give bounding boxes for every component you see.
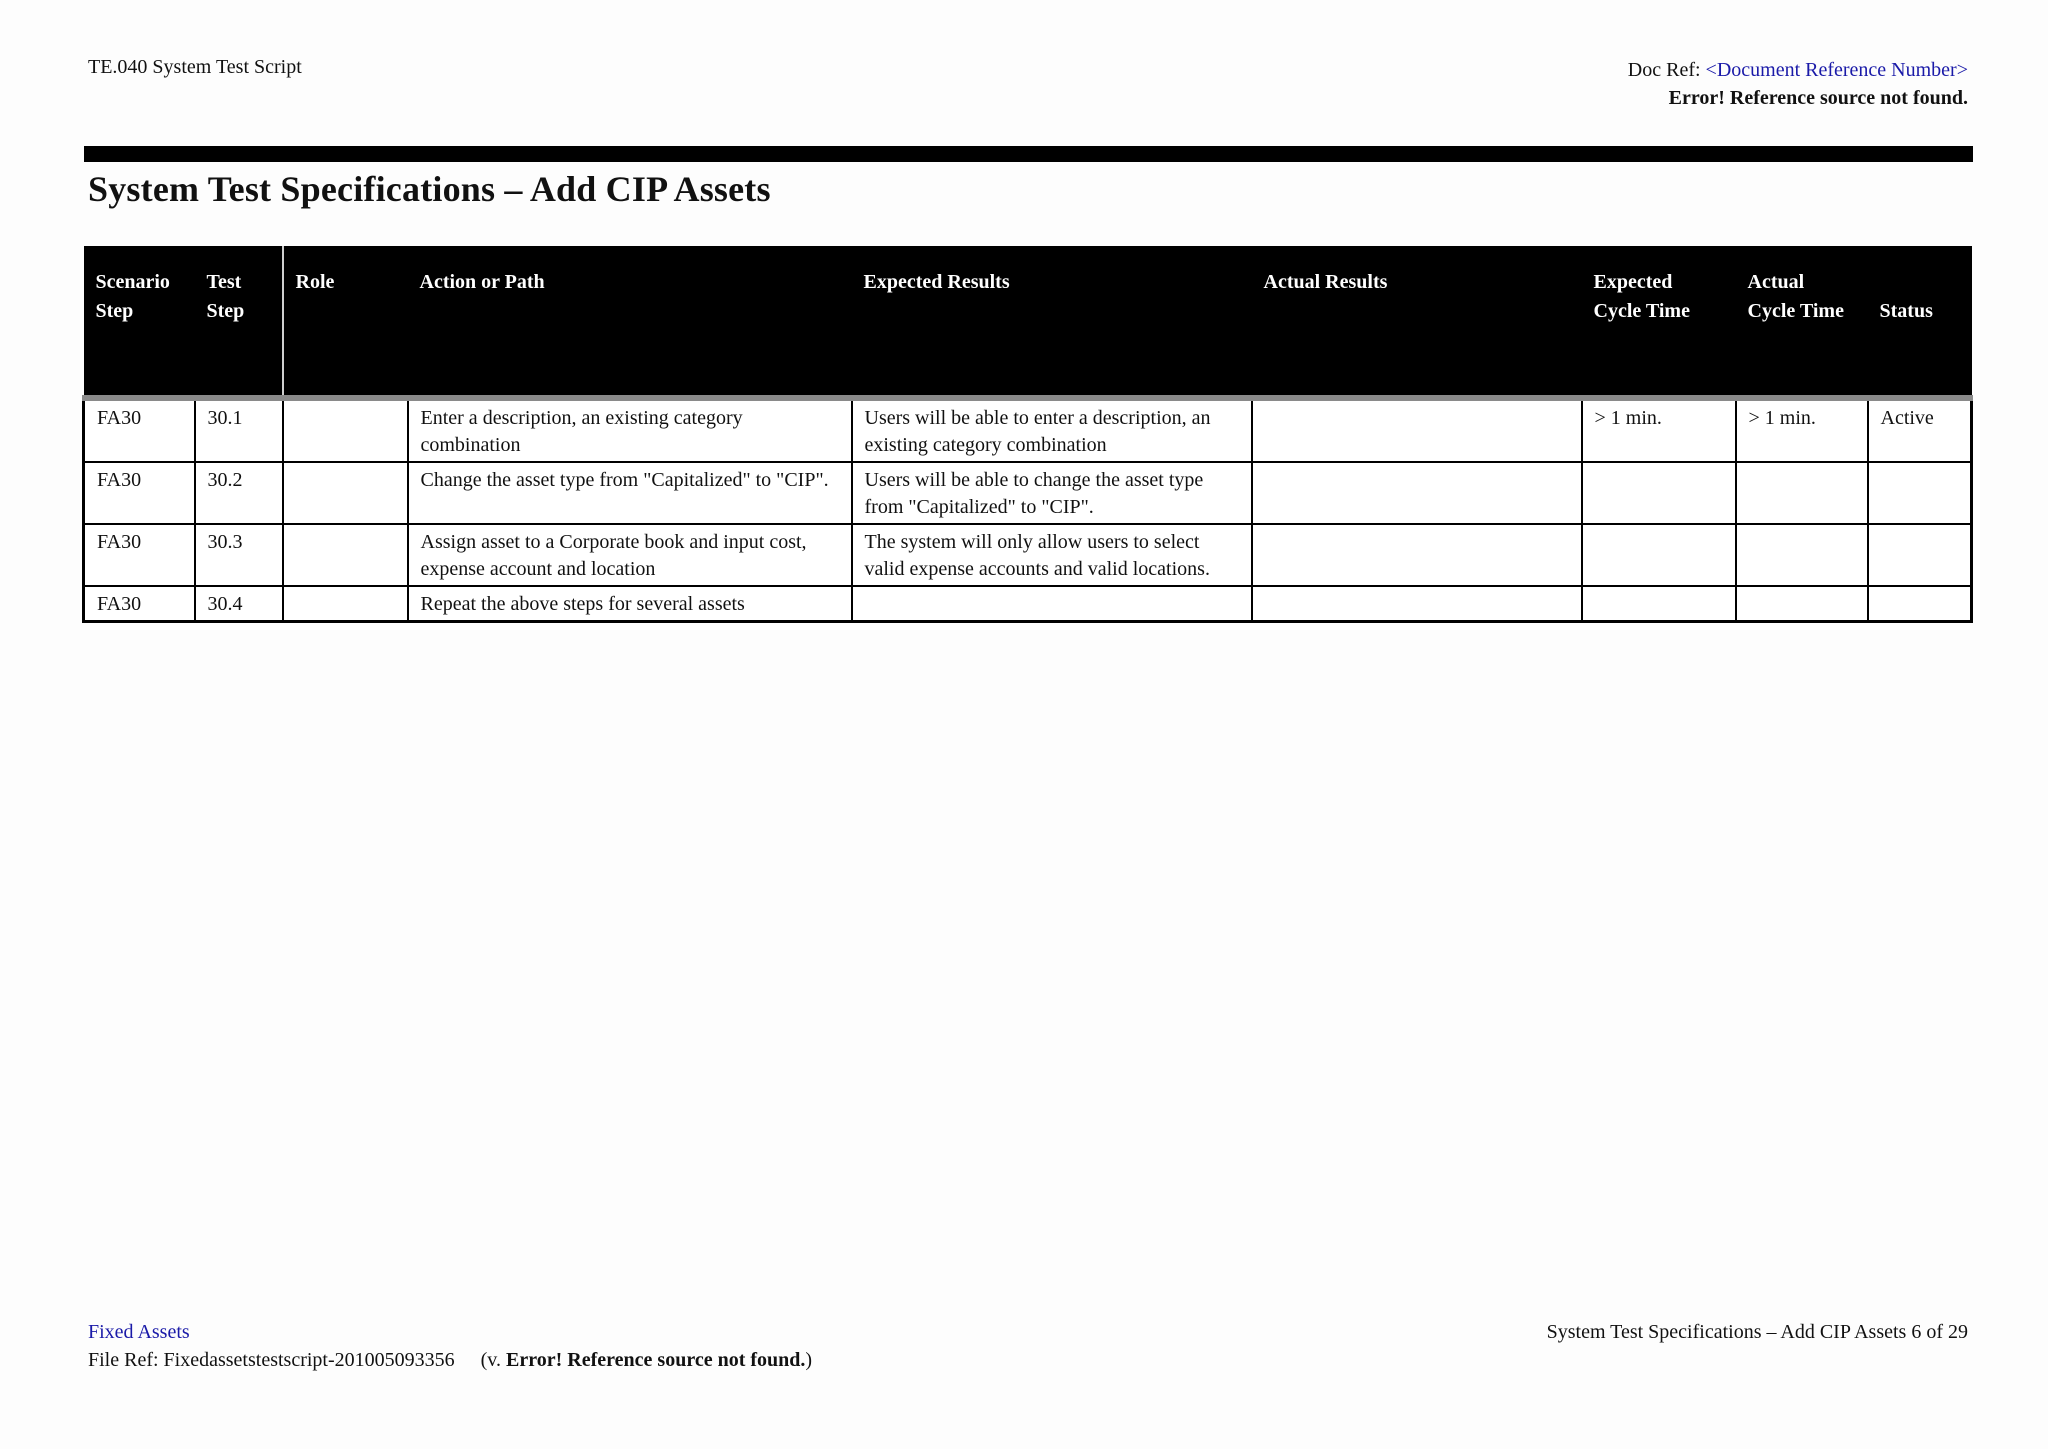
cell-expected-cycle-time xyxy=(1582,462,1736,524)
cell-expected-results xyxy=(852,586,1252,622)
cell-scenario-step: FA30 xyxy=(84,398,195,462)
footer-file-ref-line xyxy=(88,1346,812,1374)
table-row xyxy=(84,462,1972,524)
cell-actual-results xyxy=(1252,586,1582,622)
cell-actual-results xyxy=(1252,462,1582,524)
table-row xyxy=(84,524,1972,586)
col-header-test-step: Test Step xyxy=(195,246,283,398)
col-header-expected-results: Expected Results xyxy=(852,246,1252,398)
footer-page-info: System Test Specifications – Add CIP Assets 6 of 29 xyxy=(1546,1321,1968,1343)
test-spec-table-wrap xyxy=(82,246,1970,623)
footer-version-prefix: (v. xyxy=(480,1349,507,1371)
header-doc-name: TE.040 System Test Script xyxy=(88,56,302,78)
col-header-role: Role xyxy=(283,246,408,398)
cell-expected-cycle-time xyxy=(1582,524,1736,586)
footer-file-ref: File Ref: Fixedassetstestscript-201005093356 xyxy=(88,1349,455,1371)
cell-scenario-step: FA30 xyxy=(84,524,195,586)
col-header-actual-cycle-time: Actual Cycle Time xyxy=(1736,246,1868,398)
cell-expected-results: Users will be able to change the asset type from "Capitalized" to "CIP". xyxy=(852,462,1252,524)
table-row xyxy=(84,398,1972,462)
cell-scenario-step: FA30 xyxy=(84,462,195,524)
doc-ref-link[interactable]: <Document Reference Number> xyxy=(1705,59,1968,81)
col-header-expected-cycle-time: Expected Cycle Time xyxy=(1582,246,1736,398)
cell-test-step: 30.2 xyxy=(195,462,283,524)
cell-actual-cycle-time xyxy=(1736,524,1868,586)
cell-scenario-step: FA30 xyxy=(84,586,195,622)
table-row xyxy=(84,586,1972,622)
cell-action-or-path: Change the asset type from "Capitalized" to "CIP". xyxy=(408,462,852,524)
doc-ref-line xyxy=(1628,56,1968,84)
cell-status xyxy=(1868,524,1972,586)
cell-expected-cycle-time xyxy=(1582,586,1736,622)
cell-action-or-path: Repeat the above steps for several assets xyxy=(408,586,852,622)
cell-expected-cycle-time: > 1 min. xyxy=(1582,398,1736,462)
col-header-action-or-path: Action or Path xyxy=(408,246,852,398)
footer-version-suffix: ) xyxy=(805,1349,813,1371)
cell-status: Active xyxy=(1868,398,1972,462)
cell-actual-cycle-time xyxy=(1736,586,1868,622)
cell-action-or-path: Enter a description, an existing category combination xyxy=(408,398,852,462)
cell-actual-cycle-time: > 1 min. xyxy=(1736,398,1868,462)
col-header-scenario-step: Scenario Step xyxy=(84,246,195,398)
cell-expected-results: Users will be able to enter a description, an existing category combination xyxy=(852,398,1252,462)
cell-test-step: 30.4 xyxy=(195,586,283,622)
footer-version-error: Error! Reference source not found. xyxy=(506,1349,806,1371)
cell-expected-results: The system will only allow users to select valid expense accounts and valid locations. xyxy=(852,524,1252,586)
cell-actual-results xyxy=(1252,524,1582,586)
col-header-actual-results: Actual Results xyxy=(1252,246,1582,398)
footer-fixed-assets-link[interactable]: Fixed Assets xyxy=(88,1321,190,1343)
cell-role xyxy=(283,524,408,586)
cell-actual-cycle-time xyxy=(1736,462,1868,524)
header-doc-ref xyxy=(1628,56,1968,112)
table-header-row xyxy=(84,246,1972,398)
cell-action-or-path: Assign asset to a Corporate book and input cost, expense account and location xyxy=(408,524,852,586)
page-title: System Test Specifications – Add CIP Assets xyxy=(88,169,771,209)
cell-role xyxy=(283,586,408,622)
header-error-line: Error! Reference source not found. xyxy=(1668,87,1968,109)
cell-test-step: 30.1 xyxy=(195,398,283,462)
cell-test-step: 30.3 xyxy=(195,524,283,586)
cell-role xyxy=(283,462,408,524)
test-spec-table xyxy=(82,246,1973,623)
cell-actual-results xyxy=(1252,398,1582,462)
cell-role xyxy=(283,398,408,462)
col-header-status: Status xyxy=(1868,246,1972,398)
header-rule xyxy=(84,146,1973,162)
doc-ref-label: Doc Ref: xyxy=(1627,59,1706,81)
footer-left xyxy=(88,1318,812,1374)
cell-status xyxy=(1868,586,1972,622)
cell-status xyxy=(1868,462,1972,524)
